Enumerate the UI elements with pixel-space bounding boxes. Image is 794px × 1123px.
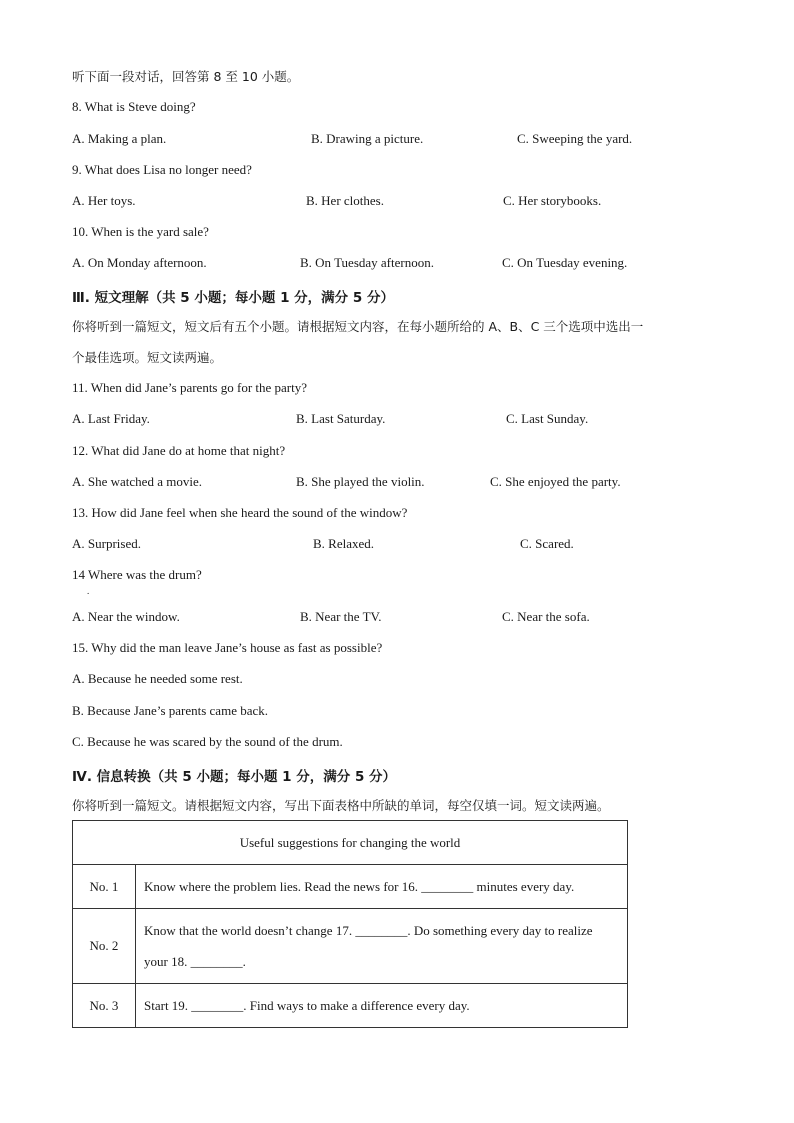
row-text: Know where the problem lies. Read the news for 16. ________ minutes every day. xyxy=(136,865,628,909)
q11-option-b: B. Last Saturday. xyxy=(296,411,386,426)
q9-option-a: A. Her toys. xyxy=(72,193,136,208)
section-3-instruction-2: 个最佳选项。短文读两遍。 xyxy=(72,350,223,365)
section-3-heading: Ⅲ. 短文理解（共 5 小题；每小题 1 分，满分 5 分） xyxy=(72,290,394,306)
q15-option-a: A. Because he needed some rest. xyxy=(72,671,243,686)
question-8: 8. What is Steve doing? xyxy=(72,99,196,114)
row-number: No. 1 xyxy=(73,865,136,909)
question-14: 14 Where was the drum? xyxy=(72,567,202,582)
question-15: 15. Why did the man leave Jane’s house as fast as possible? xyxy=(72,640,383,655)
q13-option-b: B. Relaxed. xyxy=(313,536,375,551)
intro-8-10: 听下面一段对话，回答第 8 至 10 小题。 xyxy=(72,69,300,84)
q14-dot: . xyxy=(87,586,90,596)
table-title: Useful suggestions for changing the world xyxy=(73,821,628,865)
table-row xyxy=(73,984,628,1028)
q14-option-c: C. Near the sofa. xyxy=(502,609,590,624)
question-12: 12. What did Jane do at home that night? xyxy=(72,443,286,458)
q11-option-c: C. Last Sunday. xyxy=(506,411,589,426)
q11-option-a: A. Last Friday. xyxy=(72,411,150,426)
q14-option-b: B. Near the TV. xyxy=(300,609,382,624)
q10-option-b: B. On Tuesday afternoon. xyxy=(300,255,434,270)
q12-option-b: B. She played the violin. xyxy=(296,474,425,489)
table-row xyxy=(73,865,628,909)
q14-option-a: A. Near the window. xyxy=(72,609,180,624)
question-11: 11. When did Jane’s parents go for the party? xyxy=(72,380,308,395)
table-row xyxy=(73,909,628,984)
row-text xyxy=(136,909,628,984)
q12-option-c: C. She enjoyed the party. xyxy=(490,474,621,489)
question-9: 9. What does Lisa no longer need? xyxy=(72,162,252,177)
question-13: 13. How did Jane feel when she heard the sound of the window? xyxy=(72,505,408,520)
section-4-heading: Ⅳ. 信息转换（共 5 小题；每小题 1 分，满分 5 分） xyxy=(72,769,397,785)
q8-option-c: C. Sweeping the yard. xyxy=(517,131,633,146)
row-number: No. 2 xyxy=(73,909,136,984)
info-transfer-table xyxy=(72,820,628,1028)
q8-option-a: A. Making a plan. xyxy=(72,131,167,146)
section-3-instruction-1: 你将听到一篇短文，短文后有五个小题。请根据短文内容，在每小题所给的 A、B、C 三个选项中选出一 xyxy=(72,319,644,334)
section-4-instruction: 你将听到一篇短文。请根据短文内容，写出下面表格中所缺的单词，每空仅填一词。短文读两遍。 xyxy=(72,798,610,813)
q9-option-c: C. Her storybooks. xyxy=(503,193,602,208)
q9-option-b: B. Her clothes. xyxy=(306,193,384,208)
row-text-line-2: your 18. ________. xyxy=(144,954,246,969)
q13-option-a: A. Surprised. xyxy=(72,536,141,551)
q15-option-c: C. Because he was scared by the sound of the drum. xyxy=(72,734,343,749)
q13-option-c: C. Scared. xyxy=(520,536,574,551)
question-10: 10. When is the yard sale? xyxy=(72,224,209,239)
row-number: No. 3 xyxy=(73,984,136,1028)
q10-option-a: A. On Monday afternoon. xyxy=(72,255,207,270)
q12-option-a: A. She watched a movie. xyxy=(72,474,202,489)
q10-option-c: C. On Tuesday evening. xyxy=(502,255,628,270)
q8-option-b: B. Drawing a picture. xyxy=(311,131,424,146)
row-text-line-1: Know that the world doesn’t change 17. ________. Do something every day to realize xyxy=(144,923,593,938)
q15-option-b: B. Because Jane’s parents came back. xyxy=(72,703,269,718)
row-text: Start 19. ________. Find ways to make a difference every day. xyxy=(136,984,628,1028)
